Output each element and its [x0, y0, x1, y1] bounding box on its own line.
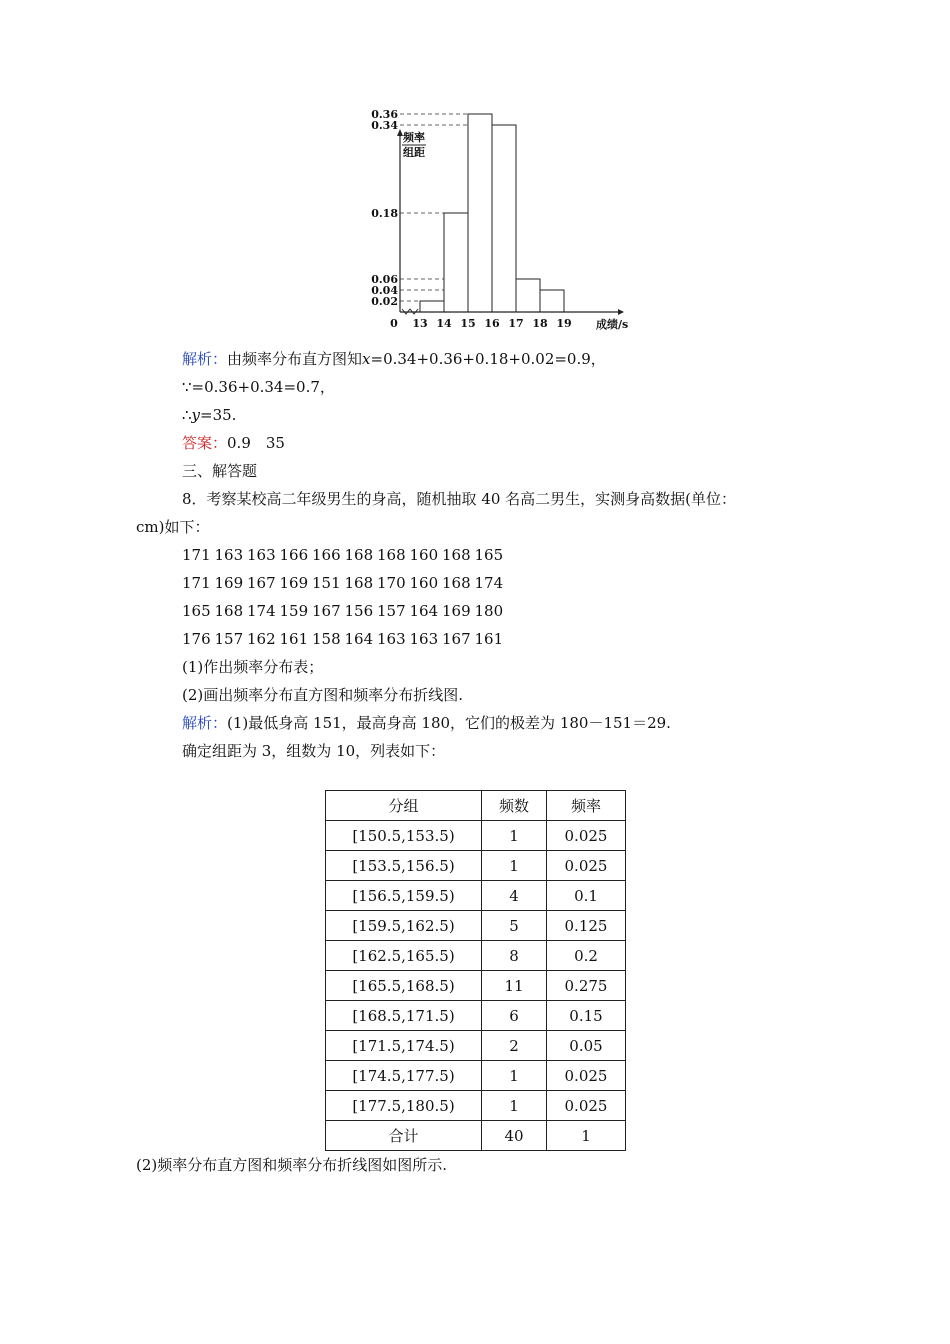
- total-label: 合计: [326, 1121, 482, 1151]
- group-cell: [174.5,177.5): [326, 1061, 482, 1091]
- count-cell: 1: [482, 821, 547, 851]
- y-tick-label: 0.02: [371, 295, 398, 308]
- y-tick-label: 0.06: [371, 273, 398, 286]
- group-cell: [165.5,168.5): [326, 971, 482, 1001]
- data-value: 168: [377, 546, 406, 564]
- count-cell: 1: [482, 851, 547, 881]
- group-cell: [153.5,156.5): [326, 851, 482, 881]
- header-count: 频数: [482, 791, 547, 821]
- data-value: 171: [182, 574, 211, 592]
- data-value: 167: [247, 574, 276, 592]
- data-value: 162: [247, 630, 276, 648]
- problem-8-line-2: cm)如下：: [136, 518, 210, 536]
- histogram-bar: [468, 114, 492, 312]
- answer-line: [182, 431, 285, 455]
- data-value: 151: [312, 574, 341, 592]
- data-value: 168: [442, 574, 471, 592]
- analysis-line-1: 解析：由频率分布直方图知x=0.34+0.36+0.18+0.02=0.9，: [182, 350, 606, 368]
- data-value: 157: [377, 602, 406, 620]
- x-tick-label: 15: [460, 317, 476, 330]
- data-value: 167: [442, 630, 471, 648]
- y-tick-label: 0.34: [371, 119, 398, 132]
- frequency-cell: 0.125: [547, 911, 626, 941]
- data-value: 164: [409, 602, 439, 620]
- header-group: 分组: [326, 791, 482, 821]
- count-cell: 1: [482, 1091, 547, 1121]
- frequency-cell: 0.025: [547, 821, 626, 851]
- data-value: 165: [474, 546, 504, 564]
- total-count: 40: [482, 1121, 547, 1151]
- histogram-bar: [492, 125, 516, 312]
- group-cell: [177.5,180.5): [326, 1091, 482, 1121]
- frequency-table: [325, 790, 626, 1151]
- answer-label: 答案：: [182, 434, 228, 452]
- count-cell: 5: [482, 911, 547, 941]
- frequency-histogram: [360, 108, 630, 340]
- x-tick-label: 14: [436, 317, 452, 330]
- table-header-row: [326, 791, 626, 821]
- question-2: (2)画出频率分布直方图和频率分布折线图.: [182, 686, 464, 704]
- x-tick-label: 17: [508, 317, 524, 330]
- count-cell: 1: [482, 1061, 547, 1091]
- final-line: (2)频率分布直方图和频率分布折线图如图所示.: [136, 1156, 448, 1174]
- question-1: (1)作出频率分布表；: [182, 658, 324, 676]
- data-value: 160: [409, 546, 439, 564]
- frequency-cell: 0.025: [547, 1091, 626, 1121]
- frequency-cell: 0.275: [547, 971, 626, 1001]
- y-axis-label-bottom: 组距: [403, 146, 425, 159]
- count-cell: 2: [482, 1031, 547, 1061]
- group-cell: [156.5,159.5): [326, 881, 482, 911]
- table-total-row: [326, 1121, 626, 1151]
- analysis-2-label: 解析：: [182, 714, 228, 732]
- table-row: [326, 881, 626, 911]
- table-row: [326, 911, 626, 941]
- frequency-cell: 0.1: [547, 881, 626, 911]
- data-value: 169: [214, 574, 244, 592]
- y-axis-label-top: 频率: [403, 131, 425, 144]
- x-tick-label: 19: [556, 317, 572, 330]
- data-value: 180: [474, 602, 504, 620]
- data-value: 167: [312, 602, 341, 620]
- section-heading: 三、解答题: [182, 462, 258, 480]
- x-tick-label: 18: [532, 317, 548, 330]
- y-tick-label: 0.18: [371, 207, 398, 220]
- data-value: 158: [312, 630, 341, 648]
- frequency-cell: 0.2: [547, 941, 626, 971]
- answer-value: 0.9 35: [227, 434, 285, 452]
- data-value: 161: [474, 630, 504, 648]
- data-value: 163: [214, 546, 244, 564]
- data-value: 168: [344, 546, 374, 564]
- data-value: 168: [344, 574, 374, 592]
- table-row: [326, 851, 626, 881]
- data-value: 168: [214, 602, 244, 620]
- data-value: 174: [247, 602, 276, 620]
- table-row: [326, 821, 626, 851]
- frequency-cell: 0.025: [547, 851, 626, 881]
- problem-8-line-1: 8．考察某校高二年级男生的身高，随机抽取 40 名高二男生，实测身高数据(单位：: [182, 490, 737, 508]
- count-cell: 8: [482, 941, 547, 971]
- data-value: 156: [344, 602, 374, 620]
- group-cell: [150.5,153.5): [326, 821, 482, 851]
- analysis-2-line: 解析：(1)最低身高 151，最高身高 180，它们的极差为 180－151＝29.: [182, 714, 671, 732]
- data-value: 157: [214, 630, 244, 648]
- group-cell: [162.5,165.5): [326, 941, 482, 971]
- data-value: 169: [442, 602, 471, 620]
- data-value: 159: [279, 602, 309, 620]
- y-tick-label: 0.04: [371, 284, 398, 297]
- table-row: [326, 1091, 626, 1121]
- group-note: 确定组距为 3，组数为 10，列表如下：: [182, 742, 446, 760]
- frequency-cell: 0.05: [547, 1031, 626, 1061]
- analysis-label: 解析：: [182, 350, 228, 368]
- x-tick-label: 13: [412, 317, 428, 330]
- x-axis-label: 成绩/s: [596, 318, 629, 331]
- y-tick-label: 0.36: [371, 108, 398, 121]
- table-row: [326, 1031, 626, 1061]
- data-value: 163: [377, 630, 406, 648]
- table-row: [326, 1001, 626, 1031]
- data-value: 168: [442, 546, 471, 564]
- x-tick-label: 16: [484, 317, 500, 330]
- histogram-bar: [540, 290, 564, 312]
- data-value: 161: [279, 630, 309, 648]
- histogram-bar: [420, 301, 444, 312]
- data-value: 166: [312, 546, 341, 564]
- data-value: 174: [474, 574, 504, 592]
- group-cell: [171.5,174.5): [326, 1031, 482, 1061]
- analysis-line-2: ∵=0.36+0.34=0.7，: [182, 378, 335, 396]
- total-frequency: 1: [547, 1121, 626, 1151]
- data-row: [182, 543, 507, 567]
- data-value: 176: [182, 630, 211, 648]
- origin-label: 0: [390, 317, 398, 330]
- data-value: 165: [182, 602, 211, 620]
- group-cell: [159.5,162.5): [326, 911, 482, 941]
- data-value: 163: [409, 630, 439, 648]
- table-row: [326, 941, 626, 971]
- table-row: [326, 971, 626, 1001]
- data-value: 163: [247, 546, 276, 564]
- count-cell: 11: [482, 971, 547, 1001]
- count-cell: 4: [482, 881, 547, 911]
- data-value: 171: [182, 546, 211, 564]
- header-frequency: 频率: [547, 791, 626, 821]
- data-row: [182, 599, 507, 623]
- frequency-cell: 0.025: [547, 1061, 626, 1091]
- analysis-line-3: ∴y=35.: [182, 406, 237, 424]
- frequency-cell: 0.15: [547, 1001, 626, 1031]
- histogram-bar: [516, 279, 540, 312]
- data-row: [182, 627, 507, 651]
- table-row: [326, 1061, 626, 1091]
- x-axis-arrow: [618, 309, 624, 315]
- data-value: 160: [409, 574, 439, 592]
- group-cell: [168.5,171.5): [326, 1001, 482, 1031]
- data-value: 166: [279, 546, 309, 564]
- histogram-bar: [444, 213, 468, 312]
- count-cell: 6: [482, 1001, 547, 1031]
- data-row: [182, 571, 507, 595]
- data-value: 170: [377, 574, 406, 592]
- data-value: 169: [279, 574, 309, 592]
- data-value: 164: [344, 630, 374, 648]
